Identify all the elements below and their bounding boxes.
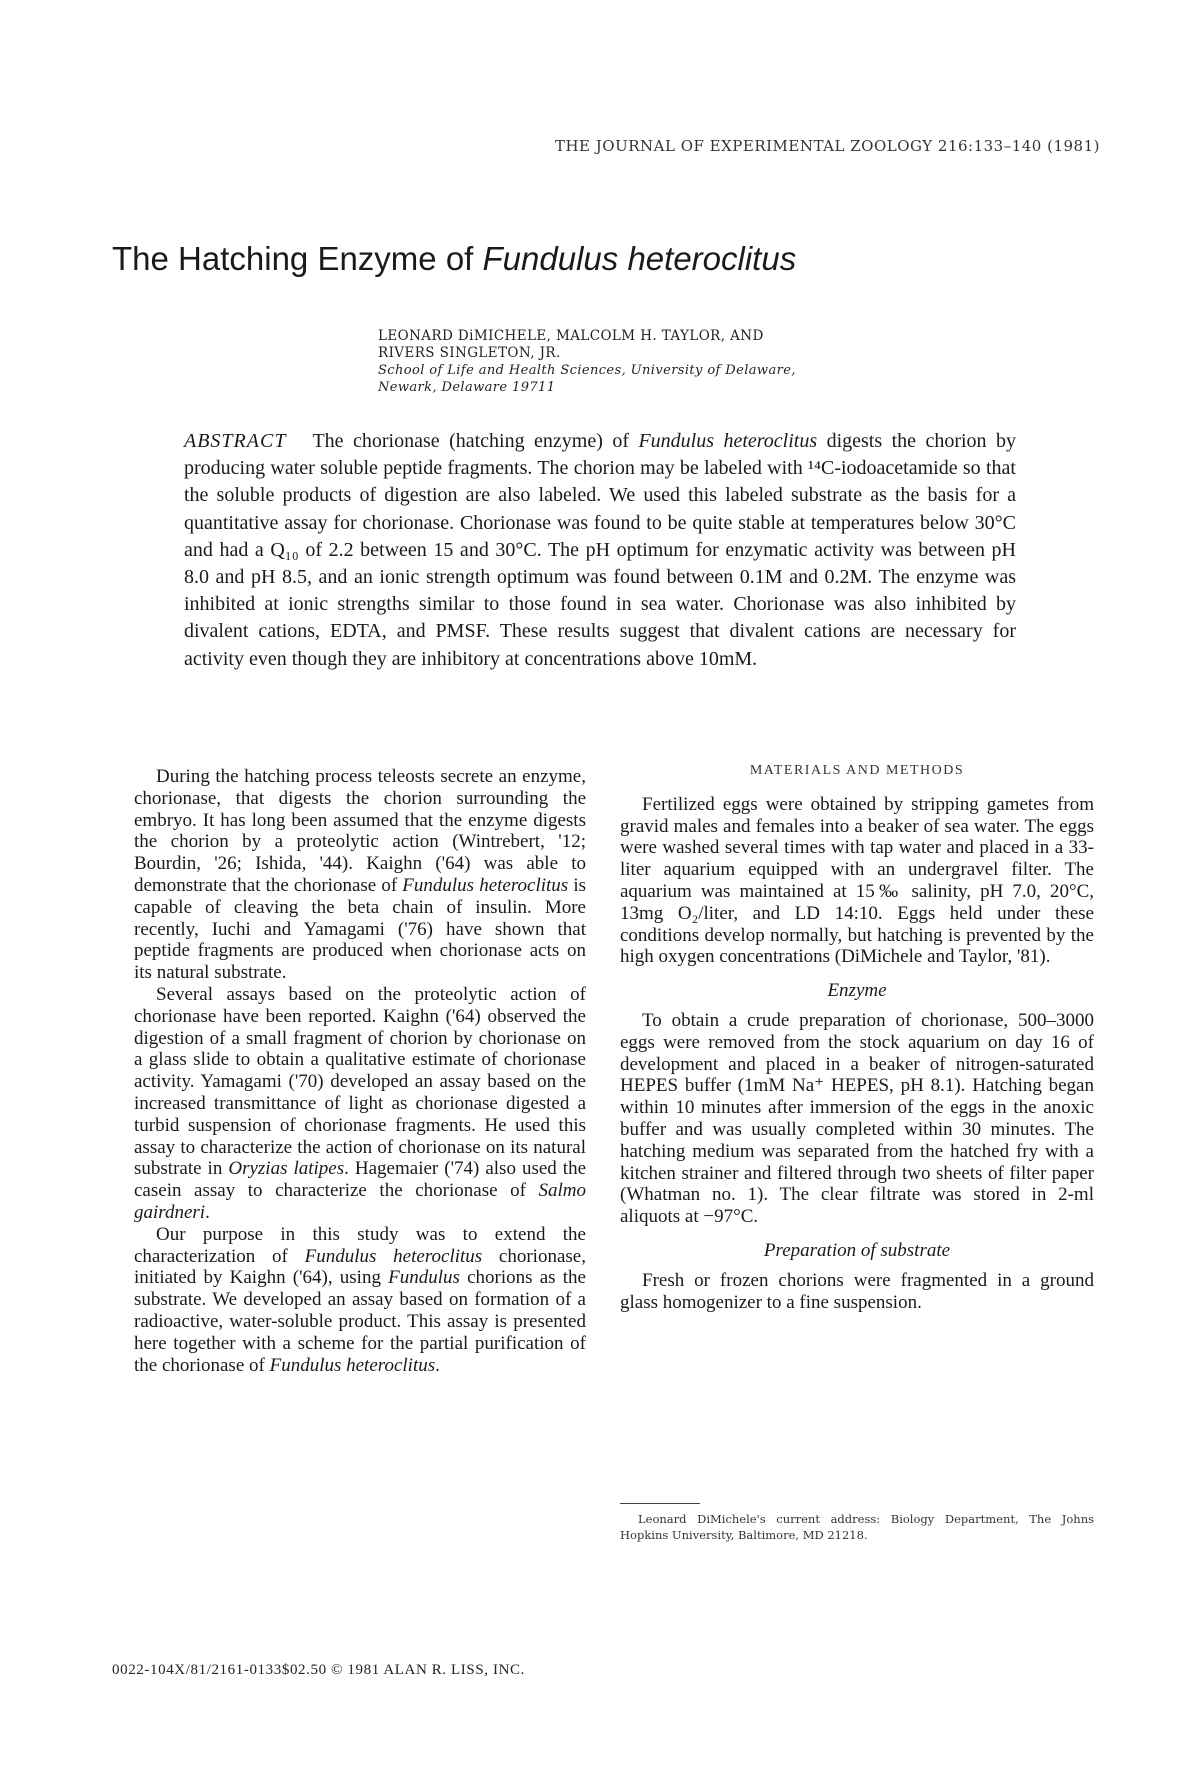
abstract-species: Fundulus heteroclitus xyxy=(638,430,818,452)
intro-p1-text-b: is capable of cleaving the beta chain of insulin. More recently, Iuchi and Yamagami ('76) have shown that peptide fragments are produced when chorionase acts on its natural substrate. xyxy=(134,874,586,984)
methods-paragraph-2: To obtain a crude preparation of chorionase, 500–3000 eggs were removed from the stock aquarium on day 16 of development and placed in a beaker of nitrogen-saturated HEPES buffer (1mM Na⁺ HEPES, pH 8.1). Hatching began within 10 minutes after immersion of the eggs in the anoxic buffer and was usually completed within 30 minutes. The hatching medium was separated from the hatched fry with a kitchen strainer and filtered through two sheets of filter paper (Whatman no. 1). The clear filtrate was stored in 2-ml aliquots at −97°C. xyxy=(620,1009,1094,1228)
intro-p1-species: Fundulus heteroclitus xyxy=(402,874,569,896)
abstract-text-1: The chorionase (hatching enzyme) of xyxy=(312,430,639,452)
intro-p3-text-a: Our purpose in this study was to extend the characterization of xyxy=(134,1223,586,1267)
authors-line-1: LEONARD DiMICHELE, MALCOLM H. TAYLOR, AND xyxy=(378,328,764,344)
methods-heading: MATERIALS AND METHODS xyxy=(749,763,965,778)
methods-paragraph-1: Fertilized eggs were obtained by stripping gametes from gravid males and females into a beaker of sea water. The eggs were washed several times with tap water and placed in a 33-liter aquarium equipped with an undergravel filter. The aquarium was maintained at 15‰ salinity, pH 7.0, 20°C, 13mg O₂/liter, and LD 14:10. Eggs held under these conditions develop normally, but hatching is prevented by the high oxygen concentrations (DiMichele and Taylor, '81). xyxy=(620,793,1094,968)
intro-paragraph-2 xyxy=(134,984,586,1224)
affiliation-line-2: Newark, Delaware 19711 xyxy=(378,380,556,395)
running-head: THE JOURNAL OF EXPERIMENTAL ZOOLOGY 216:133–140 (1981) xyxy=(554,137,1100,155)
intro-paragraph-3 xyxy=(134,1224,586,1377)
intro-p3-text-d: . xyxy=(435,1354,440,1376)
copyright-line: 0022-104X/81/2161-0133$02.50 © 1981 ALAN R. LISS, INC. xyxy=(112,1662,525,1678)
intro-p2-text-b: . Hagemaier ('74) also used the casein assay to characterize the chorionase of xyxy=(134,1158,587,1202)
article-title xyxy=(112,240,796,278)
abstract xyxy=(184,428,1016,673)
intro-p3-species-1: Fundulus heteroclitus xyxy=(304,1245,483,1267)
footnote-rule xyxy=(620,1503,700,1504)
intro-p3-species-2: Fundulus heteroclitus xyxy=(269,1354,436,1376)
substrate-subheading: Preparation of substrate xyxy=(763,1239,951,1261)
affiliation-line-1: School of Life and Health Sciences, University of Delaware, xyxy=(378,363,796,378)
intro-p3-genus: Fundulus xyxy=(388,1267,460,1289)
title-species: Fundulus heteroclitus xyxy=(482,240,797,277)
intro-paragraph-1 xyxy=(134,766,586,984)
intro-p2-species-1: Oryzias latipes xyxy=(228,1158,345,1180)
enzyme-subheading: Enzyme xyxy=(827,980,887,1002)
intro-p1-text-a: During the hatching process teleosts secrete an enzyme, chorionase, that digests the chorion surrounding the embryo. It has long been assumed that the enzyme digests the chorion by a proteolytic action (Wintrebert, '12; Bourdin, '26; Ishida, '44). Kaighn ('64) was able to demonstrate that the chorionase of xyxy=(134,766,586,896)
abstract-text-2: digests the chorion by producing water soluble peptide fragments. The chorion may be labeled with ¹⁴C-iodoacetamide so that the soluble products of digestion are also labeled. We used this labeled substrate as the basis for a quantitative assay for chorionase. Chorionase was found to be quite stable at temperatures below 30°C and had a Q₁₀ of 2.2 between 15 and 30°C. The pH optimum for enzymatic activity was between pH 8.0 and pH 8.5, and an ionic strength optimum was found between 0.1M and 0.2M. The enzyme was inhibited at ionic strengths similar to those found in sea water. Chorionase was also inhibited by divalent cations, EDTA, and PMSF. These results suggest that divalent cations are necessary for activity even though they are inhibitory at concentrations above 10mM. xyxy=(184,430,1016,670)
right-column xyxy=(620,760,1094,1313)
methods-paragraph-3: Fresh or frozen chorions were fragmented in a ground glass homogenizer to a fine suspension. xyxy=(620,1269,1094,1313)
intro-p3-text-b: chorionase, initiated by Kaighn ('64), using xyxy=(134,1245,586,1289)
left-column xyxy=(134,766,586,1376)
abstract-label: ABSTRACT xyxy=(184,430,287,452)
title-plain: The Hatching Enzyme of xyxy=(112,240,483,277)
author-block xyxy=(378,328,898,396)
intro-p2-text-a: Several assays based on the proteolytic action of chorionase have been reported. Kaighn ('64) observed the digestion of a small fragment of chorion by chorionase on a glass slide to obtain a qualitative estimate of chorionase activity. Yamagami ('70) developed an assay based on the increased transmittance of light as chorionase digested a turbid suspension of chorionase fragments. He used this assay to characterize the action of chorionase on its natural substrate in xyxy=(134,983,586,1180)
authors-line-2: RIVERS SINGLETON, JR. xyxy=(378,345,561,361)
intro-p2-species-2: Salmo gairdneri xyxy=(134,1180,586,1223)
intro-p2-text-c: . xyxy=(205,1201,210,1223)
intro-p3-text-c: chorions as the substrate. We developed an assay based on formation of a radioactive, water-soluble product. This assay is presented here together with a scheme for the partial purification of the chorionase of xyxy=(134,1267,586,1376)
footnote: Leonard DiMichele's current address: Biology Department, The Johns Hopkins University, Baltimore, MD 21218. xyxy=(620,1512,1094,1542)
